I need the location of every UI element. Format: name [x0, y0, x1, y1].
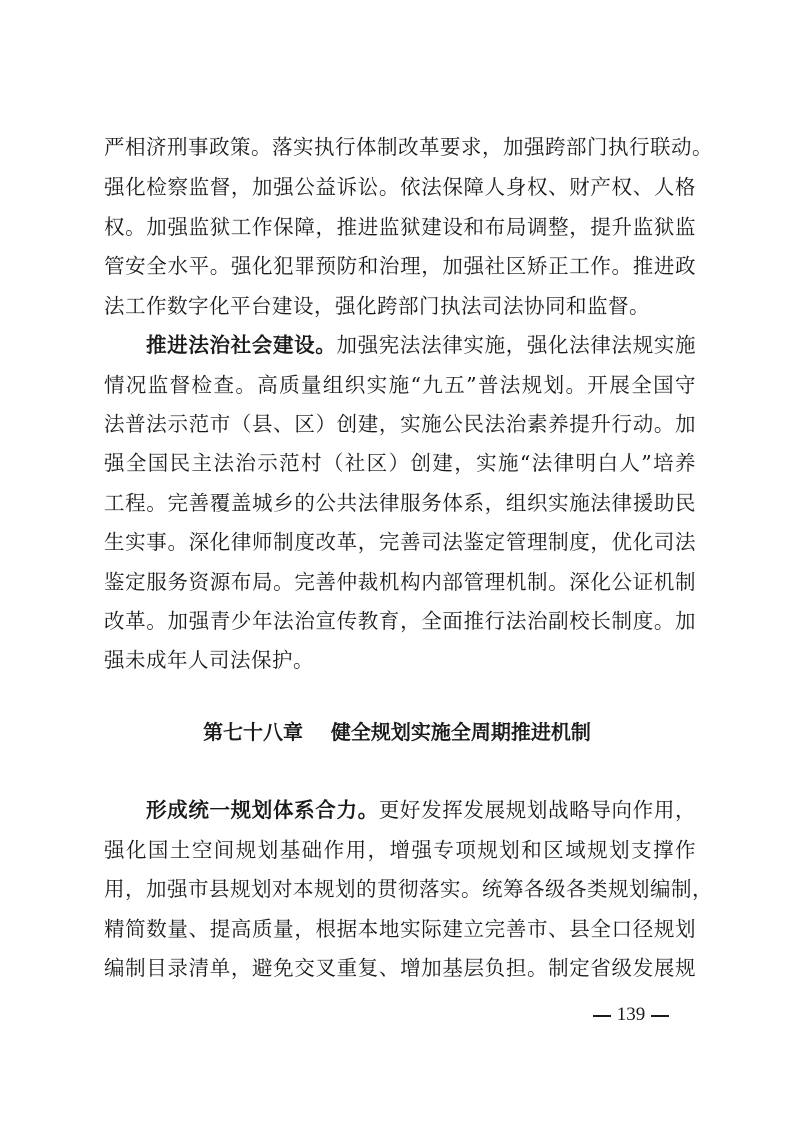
text-line: 法工作数字化平台建设，强化跨部门执法司法协同和监督。 [104, 294, 650, 318]
text-line: 编制目录清单，避免交叉重复、增加基层负担。制定省级发展规 [104, 956, 696, 980]
text-line: 强未成年人司法保护。 [104, 648, 314, 672]
page-number-value: 139 [616, 1004, 646, 1025]
chapter-number: 第七十八章 [203, 720, 304, 744]
chapter-heading [0, 715, 794, 749]
text-line: 精简数量、提高质量，根据本地实际建立完善市、县全口径规划 [104, 917, 696, 941]
paragraph-first-line [146, 794, 696, 826]
text-line: 权。加强监狱工作保障，推进监狱建设和布局调整，提升监狱监 [104, 215, 696, 239]
page-number [586, 1000, 676, 1030]
paragraph-first-rest: 加强宪法法律实施，强化法律法规实施 [336, 333, 697, 357]
text-line: 强化检察监督，加强公益诉讼。依法保障人身权、财产权、人格 [104, 175, 696, 199]
text-line: 法普法示范市（县、区）创建，实施公民法治素养提升行动。加 [104, 412, 696, 436]
text-line: 情况监督检查。高质量组织实施“九五”普法规划。开展全国守 [104, 373, 696, 397]
paragraph-first-rest: 更好发挥发展规划战略导向作用， [378, 798, 697, 822]
paragraph-lead: 形成统一规划体系合力。 [146, 798, 379, 822]
text-line: 生实事。深化律师制度改革，完善司法鉴定管理制度，优化司法 [104, 530, 696, 554]
paragraph-first-line [146, 329, 696, 361]
dash-right [651, 1015, 669, 1017]
text-line: 鉴定服务资源布局。完善仲裁机构内部管理机制。深化公证机制 [104, 570, 696, 594]
paragraph-lead: 推进法治社会建设。 [146, 333, 337, 357]
text-line: 强化国土空间规划基础作用，增强专项规划和区域规划支撑作 [104, 838, 696, 862]
text-line: 工程。完善覆盖城乡的公共法律服务体系，组织实施法律援助民 [104, 491, 696, 515]
text-line: 强全国民主法治示范村（社区）创建，实施“法律明白人”培养 [104, 451, 696, 475]
text-line: 用，加强市县规划对本规划的贯彻落实。统筹各级各类规划编制， [104, 877, 713, 901]
text-line: 改革。加强青少年法治宣传教育，全面推行法治副校长制度。加 [104, 609, 696, 633]
chapter-title: 健全规划实施全周期推进机制 [330, 720, 591, 744]
text-line: 严相济刑事政策。落实执行体制改革要求，加强跨部门执行联动。 [104, 135, 713, 159]
dash-left [593, 1015, 611, 1017]
text-line: 管安全水平。强化犯罪预防和治理，加强社区矫正工作。推进政 [104, 254, 696, 278]
